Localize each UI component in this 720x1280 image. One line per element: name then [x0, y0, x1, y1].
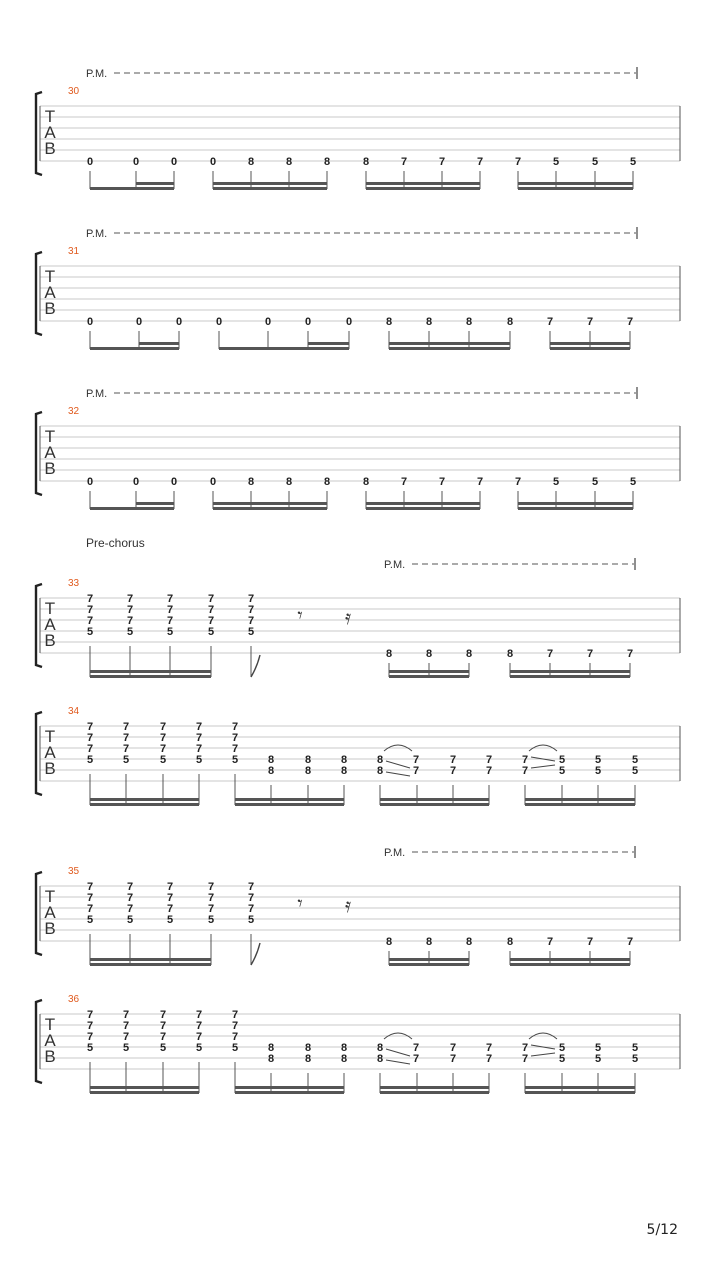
fret-number: 5	[558, 1053, 566, 1065]
chord-fret: 7	[86, 903, 94, 915]
fret-number: 5	[631, 754, 639, 766]
tab-clef-letter: T	[44, 107, 56, 126]
chord-fret: 5	[122, 1042, 130, 1054]
system-bracket	[36, 584, 42, 667]
chord-fret: 5	[159, 1042, 167, 1054]
beam	[235, 803, 344, 806]
fret-number: 8	[376, 1053, 384, 1065]
fret-number: 0	[86, 156, 94, 168]
chord-fret: 7	[86, 881, 94, 893]
fret-number: 8	[304, 1053, 312, 1065]
chord-fret: 7	[247, 604, 255, 616]
fret-number: 7	[521, 765, 529, 777]
chord-fret: 7	[122, 743, 130, 755]
chord-fret: 7	[122, 721, 130, 733]
eighth-rest: 𝄾	[297, 893, 303, 915]
fret-number: 8	[376, 1042, 384, 1054]
slide-line	[531, 1053, 555, 1056]
fret-number: 8	[385, 316, 393, 328]
fret-number: 0	[304, 316, 312, 328]
chord-fret: 5	[166, 626, 174, 638]
beam	[518, 507, 633, 510]
chord-fret: 5	[86, 626, 94, 638]
beam	[525, 798, 635, 801]
measure-number: 31	[68, 246, 80, 257]
chord-fret: 5	[231, 754, 239, 766]
fret-number: 7	[476, 156, 484, 168]
chord-fret: 7	[195, 1009, 203, 1021]
palm-mute-label: P.M.	[86, 388, 108, 400]
chord-fret: 7	[231, 1020, 239, 1032]
fret-number: 8	[267, 765, 275, 777]
beam	[90, 187, 174, 190]
tab-clef-letter: A	[44, 123, 56, 142]
fret-number: 0	[209, 156, 217, 168]
fret-number: 8	[362, 156, 370, 168]
beam	[90, 958, 211, 961]
fret-number: 7	[438, 156, 446, 168]
chord-fret: 7	[247, 593, 255, 605]
beam	[380, 803, 489, 806]
beam	[518, 182, 633, 185]
fret-number: 5	[631, 765, 639, 777]
chord-fret: 7	[247, 881, 255, 893]
chord-fret: 7	[122, 732, 130, 744]
measure-number: 36	[68, 994, 80, 1005]
fret-number: 8	[267, 754, 275, 766]
beam	[90, 507, 174, 510]
chord-fret: 7	[86, 1020, 94, 1032]
measure-number: 35	[68, 866, 80, 877]
chord-fret: 7	[86, 743, 94, 755]
fret-number: 8	[247, 156, 255, 168]
chord-fret: 7	[166, 881, 174, 893]
fret-number: 0	[170, 476, 178, 488]
fret-number: 7	[449, 1053, 457, 1065]
fret-number: 8	[247, 476, 255, 488]
beam	[518, 502, 633, 505]
eighth-rest: 𝄾	[297, 605, 303, 627]
beam	[213, 182, 327, 185]
fret-number: 7	[485, 1053, 493, 1065]
fret-number: 8	[285, 156, 293, 168]
beam	[510, 675, 630, 678]
fret-number: 5	[594, 1053, 602, 1065]
fret-number: 7	[449, 754, 457, 766]
tab-clef-letter: B	[44, 299, 56, 318]
fret-number: 7	[546, 648, 554, 660]
chord-fret: 7	[126, 604, 134, 616]
chord-fret: 5	[86, 914, 94, 926]
beam	[235, 798, 344, 801]
beam	[550, 347, 630, 350]
measure-number: 32	[68, 406, 80, 417]
tab-clef-letter: B	[44, 631, 56, 650]
beam	[525, 803, 635, 806]
beam	[139, 342, 179, 345]
chord-fret: 7	[207, 604, 215, 616]
fret-number: 7	[412, 1053, 420, 1065]
section-label: Pre-chorus	[86, 536, 145, 550]
chord-fret: 7	[166, 593, 174, 605]
fret-number: 7	[400, 156, 408, 168]
fret-number: 0	[209, 476, 217, 488]
system-bracket	[36, 712, 42, 795]
beam	[90, 675, 211, 678]
chord-fret: 7	[86, 1009, 94, 1021]
tab-clef-letter: B	[44, 459, 56, 478]
chord-fret: 7	[122, 1020, 130, 1032]
tab-clef-letter: A	[44, 1031, 56, 1050]
fret-number: 5	[552, 476, 560, 488]
chord-fret: 7	[86, 892, 94, 904]
fret-number: 7	[400, 476, 408, 488]
fret-number: 0	[132, 476, 140, 488]
fret-number: 0	[264, 316, 272, 328]
fret-number: 7	[476, 476, 484, 488]
beam	[380, 1091, 489, 1094]
fret-number: 8	[425, 936, 433, 948]
beam	[213, 502, 327, 505]
beam	[235, 1091, 344, 1094]
fret-number: 7	[438, 476, 446, 488]
tab-clef-letter: T	[44, 599, 56, 618]
beam	[380, 1086, 489, 1089]
system-bracket	[36, 412, 42, 495]
beam	[219, 347, 349, 350]
system-bracket	[36, 872, 42, 955]
chord-fret: 7	[122, 1031, 130, 1043]
fret-number: 0	[345, 316, 353, 328]
fret-number: 5	[594, 765, 602, 777]
chord-fret: 7	[231, 1009, 239, 1021]
beam	[389, 958, 469, 961]
beam	[213, 187, 327, 190]
chord-fret: 7	[159, 1020, 167, 1032]
fret-number: 8	[465, 316, 473, 328]
fret-number: 7	[626, 648, 634, 660]
chord-fret: 7	[159, 1031, 167, 1043]
chord-fret: 7	[247, 892, 255, 904]
beam	[90, 1091, 199, 1094]
tab-clef-letter: T	[44, 727, 56, 746]
chord-fret: 7	[207, 593, 215, 605]
tab-clef-letter: B	[44, 139, 56, 158]
tab-clef-letter: A	[44, 743, 56, 762]
beam	[389, 963, 469, 966]
fret-number: 5	[552, 156, 560, 168]
slide-line	[386, 761, 410, 768]
fret-number: 7	[586, 648, 594, 660]
chord-fret: 5	[231, 1042, 239, 1054]
beam	[389, 675, 469, 678]
chord-fret: 7	[207, 881, 215, 893]
beam	[213, 507, 327, 510]
fret-number: 8	[465, 936, 473, 948]
beam	[90, 670, 211, 673]
system-bracket	[36, 252, 42, 335]
tab-clef-letter: T	[44, 427, 56, 446]
tab-clef-letter: A	[44, 283, 56, 302]
beam	[510, 958, 630, 961]
chord-fret: 5	[126, 626, 134, 638]
chord-fret: 7	[195, 1031, 203, 1043]
fret-number: 8	[362, 476, 370, 488]
beam	[366, 187, 480, 190]
beam	[366, 182, 480, 185]
chord-fret: 7	[231, 721, 239, 733]
fret-number: 7	[412, 765, 420, 777]
beam	[90, 963, 211, 966]
chord-fret: 7	[247, 903, 255, 915]
beam	[380, 798, 489, 801]
fret-number: 5	[591, 156, 599, 168]
chord-fret: 7	[159, 732, 167, 744]
beam	[136, 182, 174, 185]
beam	[90, 1086, 199, 1089]
palm-mute-label: P.M.	[86, 228, 108, 240]
fret-number: 7	[546, 316, 554, 328]
tab-clef-letter: T	[44, 887, 56, 906]
palm-mute-label: P.M.	[384, 559, 406, 571]
fret-number: 8	[304, 754, 312, 766]
fret-number: 7	[626, 316, 634, 328]
chord-fret: 7	[207, 903, 215, 915]
tab-clef-letter: A	[44, 443, 56, 462]
fret-number: 7	[449, 765, 457, 777]
chord-fret: 7	[126, 903, 134, 915]
chord-fret: 5	[247, 914, 255, 926]
fret-number: 8	[340, 754, 348, 766]
note-flag	[251, 943, 260, 965]
fret-number: 8	[267, 1053, 275, 1065]
fret-number: 7	[586, 936, 594, 948]
fret-number: 0	[86, 316, 94, 328]
fret-number: 8	[340, 1053, 348, 1065]
chord-fret: 7	[231, 732, 239, 744]
chord-fret: 5	[122, 754, 130, 766]
fret-number: 8	[385, 648, 393, 660]
fret-number: 8	[465, 648, 473, 660]
fret-number: 7	[521, 754, 529, 766]
fret-number: 8	[323, 476, 331, 488]
tab-clef-letter: T	[44, 267, 56, 286]
fret-number: 7	[485, 1042, 493, 1054]
slide-line	[531, 765, 555, 768]
tab-clef-letter: T	[44, 1015, 56, 1034]
fret-number: 7	[521, 1053, 529, 1065]
chord-fret: 7	[166, 615, 174, 627]
sixteenth-rest: 𝄿	[344, 895, 352, 917]
tab-clef-letter: A	[44, 903, 56, 922]
beam	[235, 1086, 344, 1089]
fret-number: 8	[376, 754, 384, 766]
fret-number: 7	[514, 476, 522, 488]
fret-number: 5	[631, 1053, 639, 1065]
chord-fret: 7	[126, 892, 134, 904]
measure-number: 34	[68, 706, 80, 717]
fret-number: 5	[558, 1042, 566, 1054]
measure-number: 30	[68, 86, 80, 97]
chord-fret: 7	[122, 1009, 130, 1021]
fret-number: 7	[521, 1042, 529, 1054]
beam	[525, 1086, 635, 1089]
fret-number: 0	[215, 316, 223, 328]
chord-fret: 7	[195, 732, 203, 744]
chord-fret: 7	[195, 743, 203, 755]
fret-number: 7	[412, 1042, 420, 1054]
fret-number: 8	[340, 765, 348, 777]
chord-fret: 5	[126, 914, 134, 926]
slide-line	[386, 1049, 410, 1056]
chord-fret: 7	[86, 732, 94, 744]
fret-number: 8	[425, 316, 433, 328]
chord-fret: 5	[86, 1042, 94, 1054]
beam	[518, 187, 633, 190]
fret-number: 8	[323, 156, 331, 168]
fret-number: 5	[631, 1042, 639, 1054]
chord-fret: 5	[195, 1042, 203, 1054]
chord-fret: 7	[159, 743, 167, 755]
fret-number: 0	[132, 156, 140, 168]
chord-fret: 7	[247, 615, 255, 627]
tab-clef-letter: B	[44, 759, 56, 778]
chord-fret: 7	[86, 1031, 94, 1043]
beam	[308, 342, 349, 345]
fret-number: 8	[425, 648, 433, 660]
fret-number: 0	[170, 156, 178, 168]
beam	[136, 502, 174, 505]
fret-number: 7	[546, 936, 554, 948]
chord-fret: 7	[195, 721, 203, 733]
fret-number: 5	[594, 1042, 602, 1054]
fret-number: 7	[485, 754, 493, 766]
fret-number: 5	[591, 476, 599, 488]
beam	[510, 963, 630, 966]
fret-number: 0	[175, 316, 183, 328]
fret-number: 5	[629, 156, 637, 168]
beam	[366, 502, 480, 505]
chord-fret: 7	[159, 721, 167, 733]
chord-fret: 7	[126, 615, 134, 627]
fret-number: 7	[626, 936, 634, 948]
chord-fret: 7	[126, 593, 134, 605]
beam	[90, 347, 179, 350]
chord-fret: 7	[86, 615, 94, 627]
chord-fret: 7	[195, 1020, 203, 1032]
beam	[389, 342, 510, 345]
chord-fret: 7	[126, 881, 134, 893]
beam	[389, 670, 469, 673]
beam	[389, 347, 510, 350]
beam	[90, 798, 199, 801]
chord-fret: 7	[159, 1009, 167, 1021]
chord-fret: 5	[247, 626, 255, 638]
note-flag	[251, 655, 260, 677]
chord-fret: 7	[86, 721, 94, 733]
fret-number: 8	[304, 765, 312, 777]
palm-mute-label: P.M.	[384, 847, 406, 859]
slide-line	[386, 772, 410, 776]
palm-mute-label: P.M.	[86, 68, 108, 80]
fret-number: 5	[558, 765, 566, 777]
fret-number: 8	[304, 1042, 312, 1054]
fret-number: 5	[629, 476, 637, 488]
fret-number: 8	[506, 316, 514, 328]
fret-number: 5	[558, 754, 566, 766]
fret-number: 5	[594, 754, 602, 766]
tab-clef-letter: B	[44, 1047, 56, 1066]
chord-fret: 5	[207, 626, 215, 638]
fret-number: 0	[135, 316, 143, 328]
fret-number: 8	[285, 476, 293, 488]
chord-fret: 5	[86, 754, 94, 766]
chord-fret: 7	[207, 615, 215, 627]
chord-fret: 7	[166, 892, 174, 904]
beam	[90, 803, 199, 806]
fret-number: 0	[86, 476, 94, 488]
tab-clef-letter: B	[44, 919, 56, 938]
chord-fret: 7	[86, 604, 94, 616]
page-number: 5/12	[646, 1222, 678, 1238]
chord-fret: 5	[195, 754, 203, 766]
system-bracket	[36, 92, 42, 175]
fret-number: 8	[267, 1042, 275, 1054]
beam	[366, 507, 480, 510]
chord-fret: 7	[86, 593, 94, 605]
chord-fret: 5	[207, 914, 215, 926]
fret-number: 7	[514, 156, 522, 168]
beam	[525, 1091, 635, 1094]
slide-line	[386, 1060, 410, 1064]
system-bracket	[36, 1000, 42, 1083]
sixteenth-rest: 𝄿	[344, 607, 352, 629]
chord-fret: 7	[207, 892, 215, 904]
fret-number: 8	[506, 648, 514, 660]
chord-fret: 5	[159, 754, 167, 766]
chord-fret: 7	[166, 604, 174, 616]
chord-fret: 7	[231, 743, 239, 755]
fret-number: 8	[376, 765, 384, 777]
fret-number: 7	[485, 765, 493, 777]
beam	[550, 342, 630, 345]
chord-fret: 5	[166, 914, 174, 926]
fret-number: 8	[506, 936, 514, 948]
tab-clef-letter: A	[44, 615, 56, 634]
fret-number: 7	[586, 316, 594, 328]
measure-number: 33	[68, 578, 80, 589]
fret-number: 8	[340, 1042, 348, 1054]
fret-number: 7	[449, 1042, 457, 1054]
chord-fret: 7	[231, 1031, 239, 1043]
chord-fret: 7	[166, 903, 174, 915]
fret-number: 8	[385, 936, 393, 948]
fret-number: 7	[412, 754, 420, 766]
beam	[510, 670, 630, 673]
